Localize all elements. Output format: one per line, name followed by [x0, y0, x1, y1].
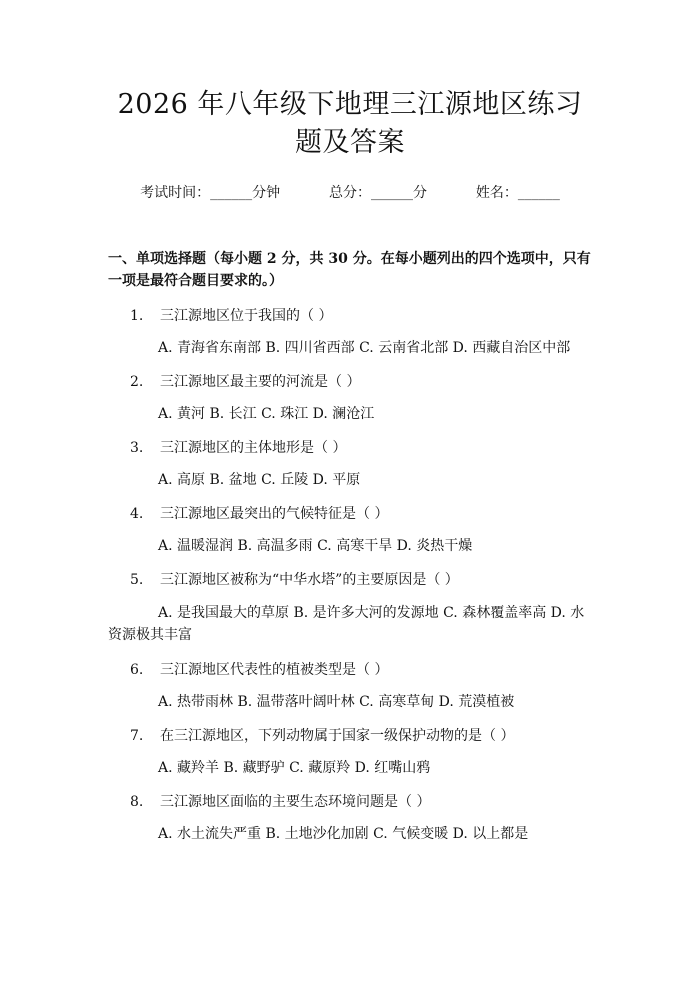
- document-title: 2026 年八年级下地理三江源地区练习题及答案: [117, 89, 583, 158]
- name-blank: ______: [517, 185, 560, 201]
- question-number: 5.: [130, 572, 144, 588]
- question-number: 6.: [130, 662, 144, 678]
- question-7: [108, 726, 592, 778]
- question-options: A. 是我国最大的草原 B. 是许多大河的发源地 C. 森林覆盖率高 D. 水资源极其丰富: [108, 605, 585, 643]
- question-options: A. 热带雨林 B. 温带落叶阔叶林 C. 高寒草甸 D. 荒漠植被: [158, 694, 515, 710]
- question-options: A. 青海省东南部 B. 四川省西部 C. 云南省北部 D. 西藏自治区中部: [158, 340, 571, 356]
- question-options: A. 藏羚羊 B. 藏野驴 C. 藏原羚 D. 红嘴山鸦: [158, 760, 431, 776]
- score-unit: 分: [413, 185, 427, 201]
- question-number: 1.: [130, 308, 144, 324]
- question-3: [108, 438, 592, 490]
- question-options: A. 高原 B. 盆地 C. 丘陵 D. 平原: [158, 472, 361, 488]
- question-stem: 三江源地区的主体地形是（ ）: [160, 440, 347, 456]
- question-stem: 三江源地区代表性的植被类型是（ ）: [160, 662, 389, 678]
- score-blank: ______: [371, 185, 413, 201]
- exam-page: [0, 86, 700, 991]
- question-number: 4.: [130, 506, 144, 522]
- question-number: 3.: [130, 440, 144, 456]
- score-label: 总分：: [329, 185, 371, 201]
- question-stem: 三江源地区面临的主要生态环境问题是（ ）: [160, 794, 431, 810]
- question-4: [108, 504, 592, 556]
- time-label: 考试时间：: [140, 185, 211, 201]
- name-label: 姓名：: [475, 185, 518, 201]
- question-number: 8.: [130, 794, 144, 810]
- section-heading: 一、单项选择题（每小题 2 分，共 30 分。在每小题列出的四个选项中，只有一项是最符合题目要求的。）: [108, 251, 591, 289]
- question-stem: 三江源地区最突出的气候特征是（ ）: [160, 506, 389, 522]
- question-stem: 在三江源地区，下列动物属于国家一级保护动物的是（ ）: [160, 728, 515, 744]
- question-6: [108, 660, 592, 712]
- time-blank: ______: [210, 185, 253, 201]
- question-5: [108, 570, 592, 646]
- question-8: [108, 792, 592, 844]
- question-options: A. 水土流失严重 B. 土地沙化加剧 C. 气候变暖 D. 以上都是: [158, 826, 529, 842]
- question-stem: 三江源地区位于我国的（ ）: [160, 308, 333, 324]
- question-options: A. 黄河 B. 长江 C. 珠江 D. 澜沧江: [158, 406, 375, 422]
- question-number: 2.: [130, 374, 144, 390]
- exam-meta: [108, 184, 592, 202]
- question-stem: 三江源地区最主要的河流是（ ）: [160, 374, 361, 390]
- question-stem: 三江源地区被称为“中华水塔”的主要原因是（ ）: [160, 572, 459, 588]
- time-unit: 分钟: [252, 185, 281, 201]
- question-2: [108, 372, 592, 424]
- question-1: [108, 306, 592, 358]
- question-number: 7.: [130, 728, 144, 744]
- question-options: A. 温暖湿润 B. 高温多雨 C. 高寒干旱 D. 炎热干燥: [158, 538, 473, 554]
